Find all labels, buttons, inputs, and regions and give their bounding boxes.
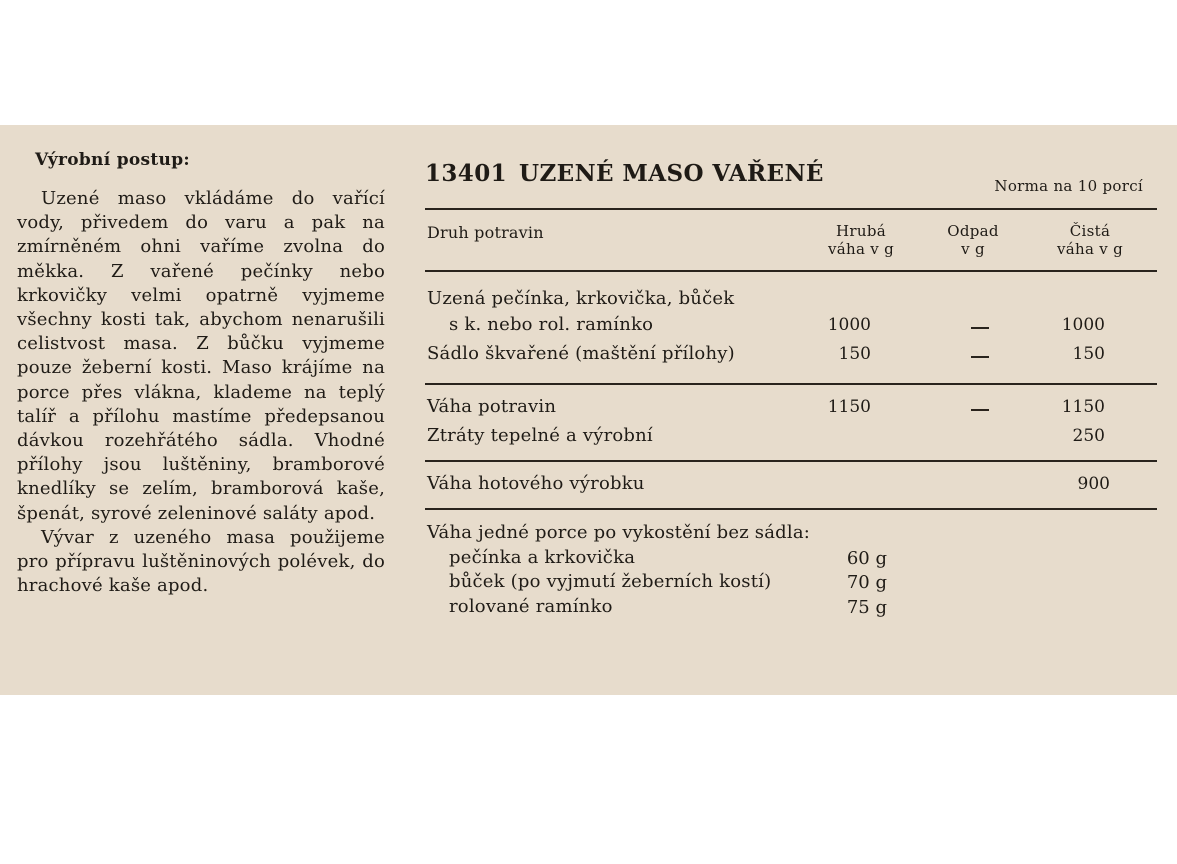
ingredient-lard: Sádlo škvařené (maštění přílohy): [427, 343, 735, 364]
food-weight-label: Váha potravin: [427, 396, 557, 417]
recipe-number: 13401: [425, 160, 508, 187]
procedure-paragraph: Vývar z uzeného masa použijeme pro přípravu luštěninových polévek, do hrachové kaše apod.: [17, 526, 385, 597]
portion-norm: Norma na 10 porcí: [994, 177, 1143, 195]
lard-waste-dash: [971, 356, 989, 358]
recipe-table: [425, 125, 1157, 695]
header-waste-line1: Odpad: [947, 222, 999, 240]
divider: [425, 508, 1157, 510]
divider: [425, 270, 1157, 272]
divider: [425, 208, 1157, 210]
lard-net-value: 150: [1072, 344, 1105, 364]
header-net-line1: Čistá: [1069, 222, 1111, 240]
procedure-text: [17, 187, 385, 598]
header-net-line2: váha v g: [1056, 240, 1124, 258]
header-food-type: Druh potravin: [427, 223, 544, 242]
portion-item-value: 75 g: [846, 597, 887, 618]
portion-title: Váha jedné porce po vykostění bez sádla:: [427, 522, 811, 543]
portion-item-name: bůček (po vyjmutí žeberních kostí): [449, 571, 772, 592]
meat-net-value: 1000: [1061, 315, 1105, 335]
food-weight-gross: 1150: [827, 397, 871, 417]
header-waste-line2: v g: [961, 240, 985, 258]
loss-label: Ztráty tepelné a výrobní: [427, 425, 653, 446]
book-page: [0, 125, 1177, 695]
loss-net-value: 250: [1072, 426, 1105, 446]
divider: [425, 383, 1157, 385]
header-gross-line2: váha v g: [827, 240, 895, 258]
header-waste: [933, 222, 1013, 258]
header-gross-weight: [817, 222, 905, 258]
procedure-paragraph: Uzené maso vkládáme do vařící vody, přivedem do varu a pak na zmírněném ohni vaříme zvolna do měkka. Z vařené pečínky nebo krkovičky velmi opatrně vyjmeme všechny kosti tak, abychom nenarušili celistvost masa. Z bůčku vyjmeme pouze žeberní kosti. Maso krájíme na porce přes vlákna, klademe na teplý talíř a přílohu mastíme předepsanou dávkou rozehřátého sádla. Vhodné přílohy jsou luštěniny, bramborové knedlíky se zelím, bramborová kaše, špenát, syrové zeleninové saláty apod.: [17, 188, 385, 524]
meat-waste-dash: [971, 327, 989, 329]
header-net-weight: [1042, 222, 1138, 258]
portion-item-value: 70 g: [846, 572, 887, 593]
recipe-heading: [425, 160, 824, 187]
portion-item-value: 60 g: [846, 548, 887, 569]
recipe-title: UZENÉ MASO VAŘENÉ: [519, 160, 824, 187]
lard-gross-value: 150: [838, 344, 871, 364]
ingredient-meat-line1: Uzená pečínka, krkovička, bůček: [427, 288, 735, 309]
meat-gross-value: 1000: [827, 315, 871, 335]
final-weight-label: Váha hotového výrobku: [427, 473, 645, 494]
procedure-title: Výrobní postup:: [35, 150, 190, 170]
header-gross-line1: Hrubá: [836, 222, 886, 240]
portion-item-name: pečínka a krkovička: [449, 547, 636, 568]
divider: [425, 460, 1157, 462]
food-weight-waste-dash: [971, 409, 989, 411]
food-weight-net: 1150: [1061, 397, 1105, 417]
portion-item-name: rolované ramínko: [449, 596, 613, 617]
ingredient-meat-line2: s k. nebo rol. ramínko: [449, 314, 654, 335]
final-weight-value: 900: [1077, 474, 1110, 494]
